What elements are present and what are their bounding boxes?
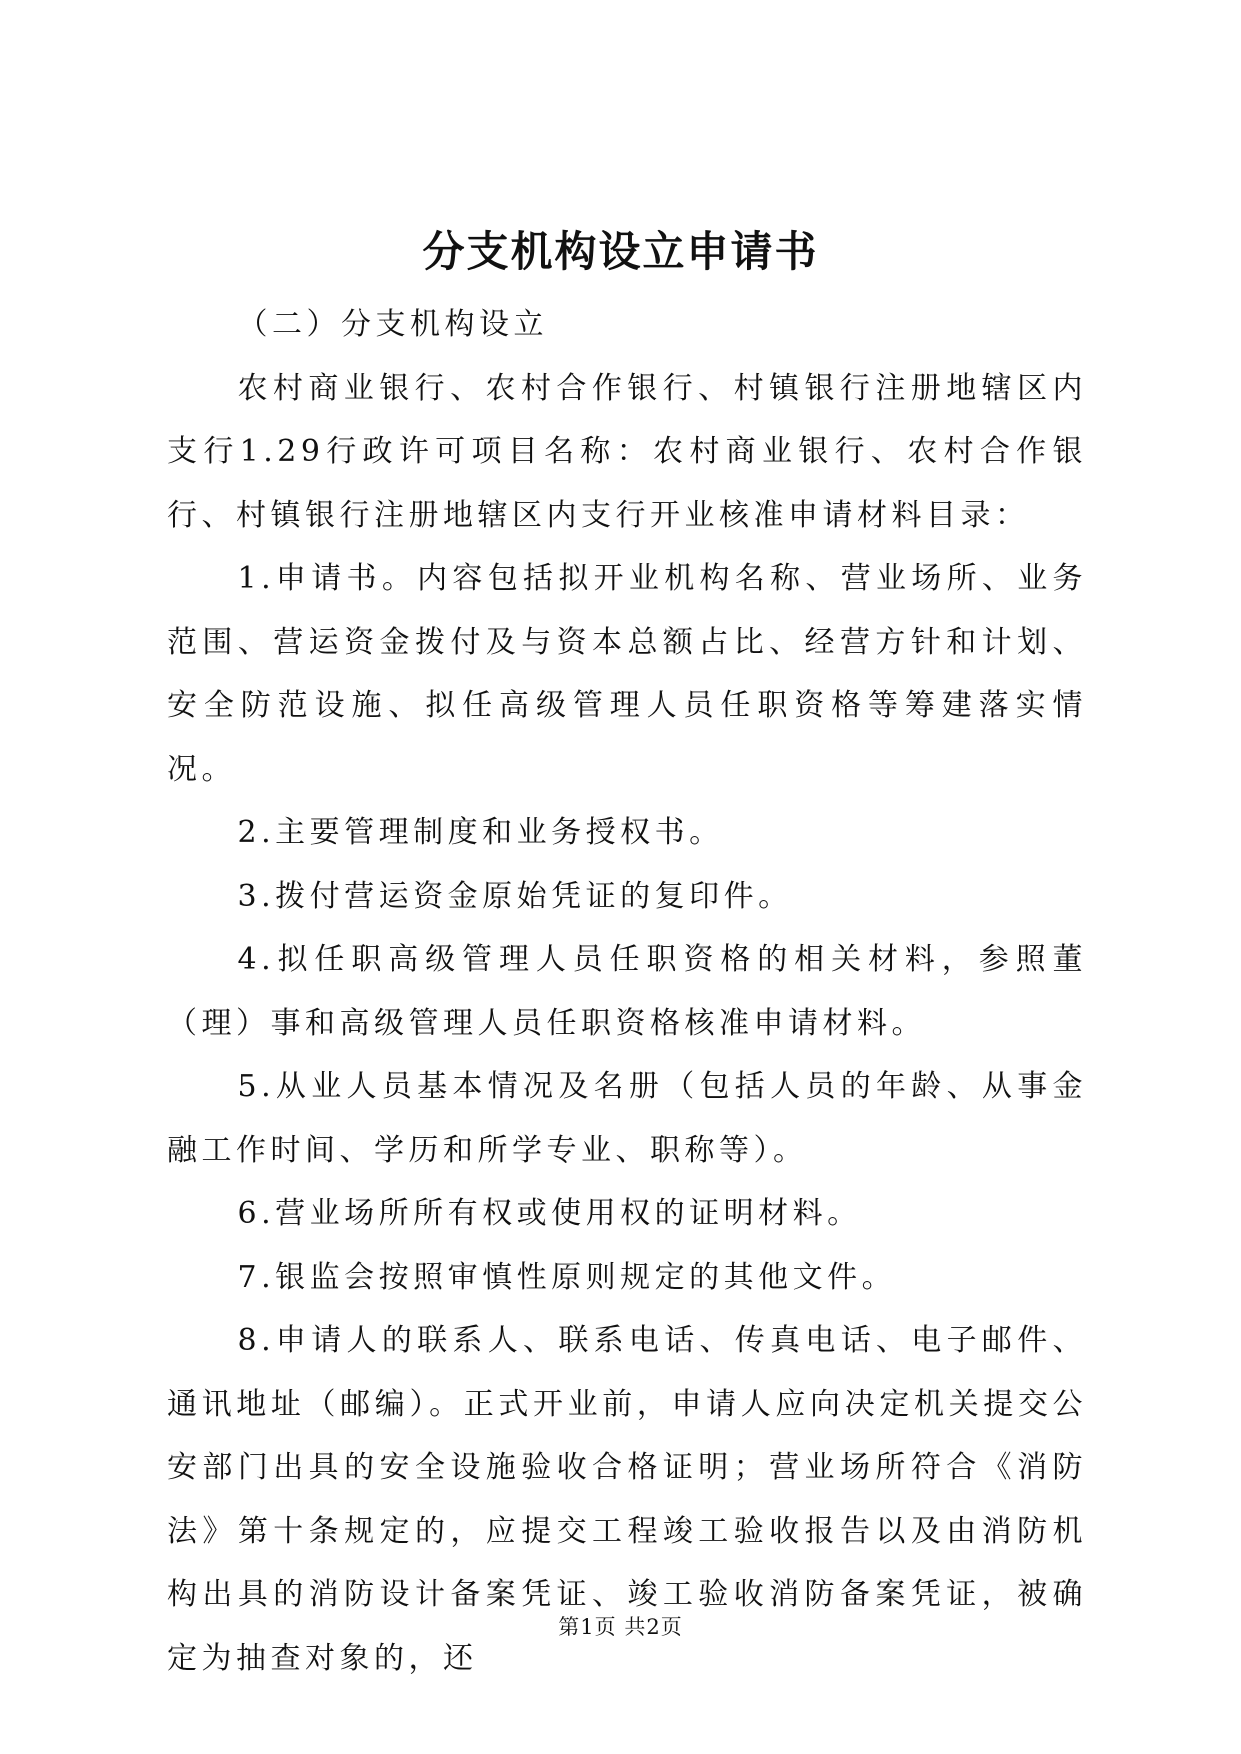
paragraph-item-8: 8.申请人的联系人、联系电话、传真电话、电子邮件、通讯地址（邮编）。正式开业前，申请人应向决定机关提交公安部门出具的安全设施验收合格证明；营业场所符合《消防法》第十条规定的，应提交工程竣工验收报告以及由消防机构出具的消防设计备案凭证、竣工验收消防备案凭证，被确定为抽查对象的，还 bbox=[167, 1323, 1087, 1676]
paragraph-intro: 农村商业银行、农村合作银行、村镇银行注册地辖区内支行1.29行政许可项目名称：农村商业银行、农村合作银行、村镇银行注册地辖区内支行开业核准申请材料目录： bbox=[167, 370, 1087, 533]
paragraph-item-4: 4.拟任职高级管理人员任职资格的相关材料，参照董（理）事和高级管理人员任职资格核准申请材料。 bbox=[167, 942, 1087, 1041]
document-title: 分支机构设立申请书 bbox=[422, 227, 819, 276]
paragraph-section-heading: （二）分支机构设立 bbox=[237, 307, 548, 342]
paragraph-item-1: 1.申请书。内容包括拟开业机构名称、营业场所、业务范围、营运资金拨付及与资本总额占比、经营方针和计划、安全防范设施、拟任高级管理人员任职资格等筹建落实情况。 bbox=[167, 561, 1087, 787]
paragraph-item-6: 6.营业场所所有权或使用权的证明材料。 bbox=[237, 1196, 862, 1231]
paragraph-item-7: 7.银监会按照审慎性原则规定的其他文件。 bbox=[237, 1259, 897, 1295]
paragraph-item-3: 3.拨付营运资金原始凭证的复印件。 bbox=[237, 878, 793, 914]
paragraph-item-2: 2.主要管理制度和业务授权书。 bbox=[237, 815, 724, 850]
paragraph-item-5: 5.从业人员基本情况及名册（包括人员的年龄、从事金融工作时间、学历和所学专业、职称等）。 bbox=[167, 1069, 1087, 1168]
document-body bbox=[167, 293, 1087, 1690]
page-footer: 第1页 共2页 bbox=[558, 1615, 683, 1639]
